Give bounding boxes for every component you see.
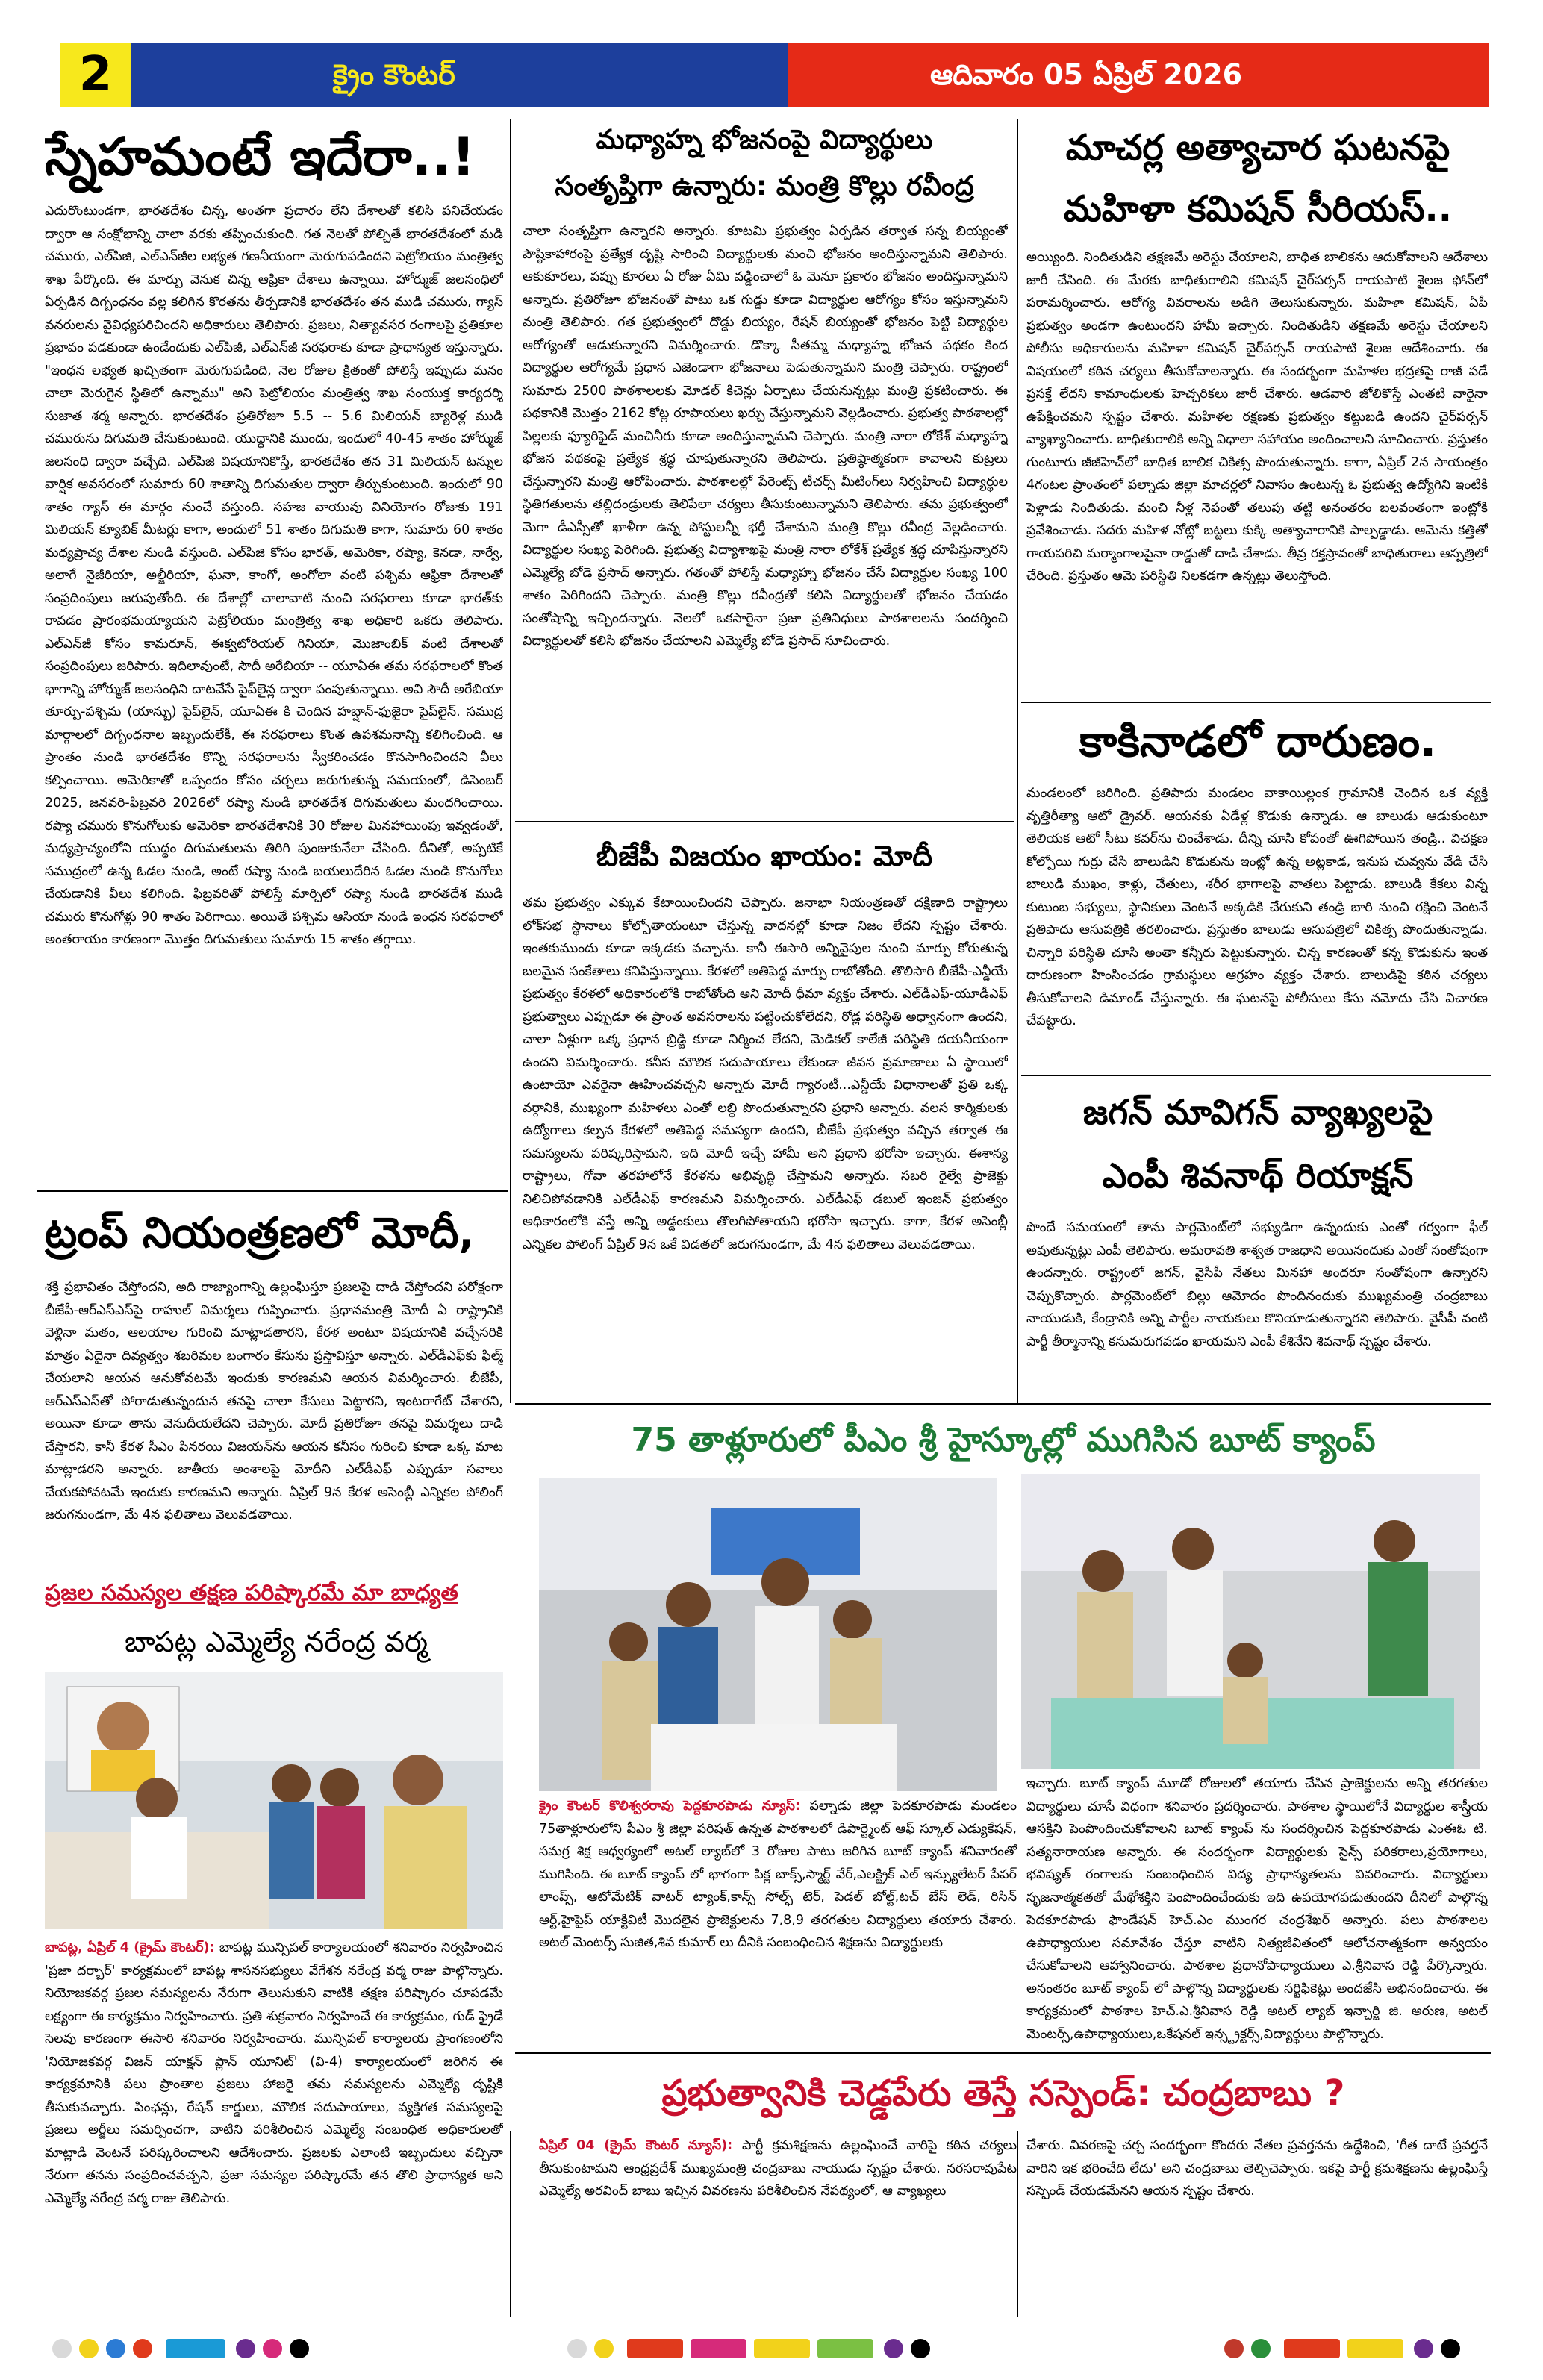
page-number-box xyxy=(60,43,131,107)
footer-color-dot xyxy=(263,2339,282,2358)
bootcamp-article-left xyxy=(539,1795,1017,2049)
photo-illustration xyxy=(45,1672,503,1929)
footer-color-bar xyxy=(1347,2339,1403,2358)
kakinada-headline: కాకినాడలో దారుణం. xyxy=(1079,716,1437,766)
footer-color-dot xyxy=(236,2339,255,2358)
header-title-band xyxy=(131,43,788,107)
trump-article-body: శక్తి ప్రభావితం చేస్తోందని, అది రాజ్యాంగాన్ని ఉల్లంఘిస్తూ ప్రజలపై దాడి చేస్తోందని పరోక్షంగా బీజేపీ-ఆర్‌ఎస్‌ఎస్‌పై రాహుల్ విమర్శలు గుప్పించారు. ప్రధానమంత్రి మోదీ ఏ రాష్ట్రానికి వెళ్లినా మతం, ఆలయాల గురించి మాట్లాడతారని, కేరళ అంటూ విషయానికి వచ్చేసరికి మాత్రం ఏదైనా దివ్యత్వం శబరిమల బంగారం కేసును ప్రస్తావిస్తూ అన్నారు. ఎల్‌డీఎఫ్‌కు ఫిల్మ్ చేయలాని ఆయన ఆనుకోవటమే ఇందుకు కారణమని ఆయన విమర్శించారు. బీజేపీ, ఆర్‌ఎస్‌ఎస్‌తో పోరాడుతున్నందున తనపై చాలా కేసులు పెట్టారని, ఇంటరాగేట్ చేశారని, అయినా కూడా తాను వెనుదీయలేదని చెప్పారు. మోదీ ప్రతిరోజూ తనపై విమర్శలు దాడి చేస్తారని, కానీ కేరళ సీఎం పినరయి విజయన్‌ను ఆయన కనీసం గురించి కూడా ఒక్క మాట మాట్లాడరని అన్నారు. జాతీయ అంశాలపై మోదీని ఎల్‌డీఎఫ్ ఎప్పుడూ సవాలు చేయకపోవటమే ఇందుకు కారణమని అన్నారు. ఏప్రిల్ 9న కేరళ అసెంబ్లీ ఎన్నికల పోలింగ్ జరుగనుండగా, మే 4న ఫలితాలు వెలువడతాయి. xyxy=(45,1280,503,1522)
bapatla-subhead: బాపట్ల ఎమ్మెల్యే నరేంద్ర వర్మ xyxy=(125,1625,428,1658)
footer-color-bar xyxy=(691,2339,746,2358)
footer-color-dot xyxy=(1224,2339,1244,2358)
bapatla-body-text: బాపట్ల మున్సిపల్ కార్యాలయంలో శనివారం నిర్వహించిన 'ప్రజా దర్బార్' కార్యక్రమంలో బాపట్ల శాసనసభ్యులు వేగేశన నరేంద్ర వర్మ రాజు పాల్గొన్నారు. నియోజకవర్గ ప్రజల సమస్యలను నేరుగా తెలుసుకుని వాటికి తక్షణ పరిష్కారం చూపడమే లక్ష్యంగా ఈ కార్యక్రమం నిర్వహించారు. ప్రతి శుక్రవారం నిర్వహించే ఈ కార్యక్రమం, గుడ్ ఫ్రైడే సెలవు కారణంగా ఈసారి శనివారం నిర్వహించారు. మున్సిపల్ కార్యాలయ ప్రాంగణంలోని 'నియోజకవర్గ విజన్ యాక్షన్ ప్లాన్ యూనిట్' (వి-4) కార్యాలయంలో జరిగిన ఈ కార్యక్రమానికి పలు ప్రాంతాల ప్రజలు హాజరై తమ సమస్యలను ఎమ్మెల్యే దృష్టికి తీసుకువచ్చారు. పింఛన్లు, రేషన్ కార్డులు, మౌలిక సదుపాయాలు, వ్యక్తిగత సమస్యలపై ప్రజలు అర్జీలు సమర్పించగా, వాటిని పరిశీలించిన ఎమ్మెల్యే సంబంధిత అధికారులతో మాట్లాడి వెంటనే పరిష్కరించాలని ఆదేశించారు. ప్రజలకు ఎలాంటి ఇబ్బందులు వచ్చినా నేరుగా తనను సంప్రదించవచ్చని, ప్రజా సమస్యల పరిష్కారమే తన తొలి ప్రాధాన్యత అని ఎమ్మెల్యే నరేంద్ర వర్మ రాజు తెలిపారు. xyxy=(45,1940,503,2206)
footer-color-bar xyxy=(166,2339,225,2358)
horizontal-rule xyxy=(1021,702,1491,703)
jagan-headline-line1: జగన్ మావిగన్ వ్యాఖ్యలపై xyxy=(1082,1092,1433,1132)
footer-color-bar xyxy=(754,2339,810,2358)
footer-color-dot xyxy=(133,2339,152,2358)
footer-color-dot xyxy=(1414,2339,1433,2358)
bootcamp-article-right: ఇచ్చారు. బూట్ క్యాంప్ మూడో రోజులలో తయారు చేసిన ప్రాజెక్టులను అన్ని తరగతుల విద్యార్థులు చూసే విధంగా శనివారం ప్రదర్శించారు. పాఠశాల స్థాయిలోనే విద్యార్థుల శాస్త్రీయ ఆసక్తిని పెంపొందించుకోవాలని బూట్ క్యాంప్ ను సందర్శించిన పెద్దకూరపాడు ఎంఈఓ టి. సత్యనారాయణ అన్నారు. ఈ సందర్భంగా విద్యార్థులకు సైన్స్ పరికరాలు,ప్రయోగాలు, భవిష్యత్ రంగాలకు సంబంధించిన విద్య ప్రాధాన్యతలను వివరించారు. విద్యార్థులు సృజనాత్మకతతో మేథోశక్తిని పెంపొందించేందుకు ఇది ఉపయోగపడుతుందని దీనిలో పాల్గొన్న పెదకూరపాడు ఫౌండేషన్ హెచ్.ఎం ముంగర చంద్రశేఖర్ అన్నారు. పలు పాఠశాలల ఉపాధ్యాయుల సమావేశం చేస్తూ వాటిని నిత్యజీవితంలో ఆలోచనాత్మకంగా అన్వయం చేసుకోవాలని ఆహ్వానించారు. పాఠశాల ప్రధానోపాధ్యాయులు ఎ.శ్రీనివాస రెడ్డి పేర్కొన్నారు. అనంతరం బూట్ క్యాంప్ లో పాల్గొన్న విద్యార్థులకు సర్టిఫికెట్లు అందజేసి అభినందించారు. ఈ కార్యక్రమంలో పాఠశాల హెచ్.ఎ.శ్రీనివాస రెడ్డి అటల్ ల్యాబ్ ఇన్చార్జి జి. అరుణ, అటల్ మెంటర్స్,ఉపాధ్యాయులు,ఒకేషనల్ ఇన్స్ట్రక్టర్స్,విద్యార్థులు పాల్గొన్నారు. xyxy=(1026,1776,1488,2042)
photo-illustration xyxy=(539,1478,997,1791)
footer-color-dot xyxy=(1441,2339,1460,2358)
bjp-article-body: తమ ప్రభుత్వం ఎక్కువ కేటాయించిందని చెప్పారు. జనాభా నియంత్రణతో దక్షిణాది రాష్ట్రాలు లోక్‌సభ స్థానాలు కోల్పోతాయంటూ చేస్తున్న వాదనల్లో కూడా నిజం లేదని స్పష్టం చేశారు. ఇంతకుముందు కూడా ఇక్కడకు వచ్చాను. కానీ ఈసారి అన్నివైపుల నుంచి మార్పు కోరుతున్న బలమైన సంకేతాలు కనిపిస్తున్నాయి. కేరళలో అతిపెద్ద మార్పు రాబోతోంది. తొలిసారి బీజేపీ-ఎన్డీయే ప్రభుత్వం కేరళలో అధికారంలోకి రాబోతోంది అని మోదీ ధీమా వ్యక్తం చేశారు. ఎల్‌డీఎఫ్-యూడీఎఫ్ ప్రభుత్వాలు ఎప్పుడూ ఈ ప్రాంత అవసరాలను పట్టించుకోలేదని, రోడ్ల పరిస్థితి అధ్వానంగా ఉందని, చాలా ఏళ్లుగా ఒక్క ప్రధాన బ్రిడ్జి కూడా నిర్మించ లేదని, మెడికల్ కాలేజీ పరిస్థితి దయనీయంగా ఉందని విమర్శించారు. కనీస మౌలిక సదుపాయాలు లేకుండా జీవన ప్రమాణాలు ఏ స్థాయిలో ఉంటాయో ఎవరైనా ఊహించవచ్చని అన్నారు మోదీ గ్యారంటీ...ఎన్డీయే విధానాలతో ప్రతి ఒక్క వర్గానికి, ముఖ్యంగా మహిళలు ఎంతో లబ్ధి పొందుతున్నారని ప్రధాని అన్నారు. వలస కార్మికులకు ఉద్యోగాలు కల్పన కేరళలో అతిపెద్ద సమస్యగా ఉందని, బీజేపీ ప్రభుత్వం వచ్చిన తర్వాత ఈ సమస్యలను పరిష్కరిస్తామని, ఇది మోదీ ఇచ్చే హామీ అని ప్రధాని భరోసా ఇచ్చారు. ఈశాన్య రాష్ట్రాలు, గోవా తరహాలోనే కేరళను అభివృద్ధి చేస్తామని అన్నారు. సబరి రైల్వే ప్రాజెక్టు నిలిచిపోవడానికి ఎల్‌డీఎఫ్ కారణమని విమర్శించారు. ఎల్‌డీఎఫ్ డబుల్ ఇంజన్ ప్రభుత్వం అధికారంలోకి వస్తే అన్ని అడ్డంకులు తొలగిపోతాయని భరోసా ఇచ్చారు. కాగా, కేరళ అసెంబ్లీ ఎన్నికల పోలింగ్ ఏప్రిల్ 9న ఒకే విడతలో జరుగనుండగా, మే 4న ఫలితాలు వెలువడతాయి. xyxy=(523,896,1008,1252)
footer-color-bar xyxy=(817,2339,873,2358)
bapatla-dateline: బాపట్ల, ఏప్రిల్ 4 (క్రైమ్ కౌంటర్): xyxy=(45,1940,219,1955)
header-date-band xyxy=(788,43,1489,107)
midday-headline-line1: మధ్యాహ్న భోజనంపై విద్యార్థులు xyxy=(596,125,933,155)
photo-illustration xyxy=(1021,1474,1480,1769)
paper-name: క్రైం కౌంటర్ xyxy=(333,58,455,91)
bjp-headline: బీజేపీ విజయం ఖాయం: మోదీ xyxy=(596,840,933,872)
column-rule xyxy=(510,119,511,1403)
macherla-headline-line1: మాచర్ల అత్యాచార ఘటనపై xyxy=(1065,127,1450,169)
column-rule xyxy=(510,2131,511,2317)
footer-color-dot xyxy=(79,2339,99,2358)
bootcamp-headline: 75 తాళ్లూరులో పీఎం శ్రీ హైస్కూల్లో ముగిసిన బూట్ క్యాంప్ xyxy=(631,1421,1376,1459)
horizontal-rule xyxy=(1021,1075,1491,1076)
footer-color-dot xyxy=(567,2339,587,2358)
cbn-article-right: చేశారు. వివరణపై చర్చ సందర్భంగా కొందరు నేతల ప్రవర్తనను ఉద్దేశించి, 'గీత దాటే ప్రవర్తనే వారిని ఇక భరించేది లేదు' అని చంద్రబాబు తెల్చిచెప్పారు. ఇకపై పార్టీ క్రమశిక్షణను ఉల్లంఘిస్తే సస్పెండ్ చేయడమేనని ఆయన స్పష్టం చేశారు. xyxy=(1026,2138,1488,2199)
horizontal-rule xyxy=(37,1190,508,1192)
bapatla-headline: ప్రజల సమస్యల తక్షణ పరిష్కారమే మా బాధ్యత xyxy=(45,1580,458,1606)
jagan-headline-line2: ఎంపీ శివనాథ్ రియాక్షన్ xyxy=(1102,1155,1414,1196)
footer-color-dot xyxy=(884,2339,903,2358)
cbn-dateline: ఏప్రిల్ 04 (క్రైమ్ కౌంటర్ న్యూస్): xyxy=(539,2138,742,2153)
issue-date: ఆదివారం 05 ఏప్రిల్ 2026 xyxy=(930,58,1243,91)
footer-color-dot xyxy=(106,2339,125,2358)
footer-color-dot xyxy=(594,2339,614,2358)
bootcamp-dateline: క్రైం కౌంటర్ కొలిశ్వరరావు పెద్దకూరపాడు న్యూస్: xyxy=(539,1799,810,1814)
bapatla-article-body xyxy=(45,1937,503,2310)
footer-color-bar xyxy=(1284,2339,1340,2358)
column-rule xyxy=(1017,2131,1018,2317)
kakinada-article-body: మండలంలో జరిగింది. ప్రతిపాదు మండలం వాకాయిల్లంక గ్రామానికి చెందిన ఒక వ్యక్తి వృత్తిరీత్యా ఆటో డ్రైవర్. ఆయనకు ఏడేళ్ల కొడుకు ఉన్నాడు. ఆ బాలుడు ఆడుకుంటూ తెలియక ఆటో సీటు కవర్‌ను చించేశాడు. దీన్ని చూసి కోపంతో ఊగిపోయిన తండ్రి.. విచక్షణ కోల్పోయి గుర్రు చేసి బాలుడిని కొడుకును ఇంట్లో ఉన్న అట్లకాడ, ఇనుప చువ్వను వేడి చేసి బాలుడి ముఖం, కాళ్లు, చేతులు, శరీర భాగాలపై వాతలు పెట్టాడు. బాలుడి కేకలు విన్న కుటుంబ సభ్యులు, స్థానికులు వెంటనే అక్కడికి చేరుకుని తండ్రి బారి నుంచి రక్షించి వెంటనే ప్రతిపాదు ఆసుపత్రికి తరలించారు. ప్రస్తుతం బాలుడు ఆసుపత్రిలో చికిత్స పొందుతున్నాడు. చిన్నారి పరిస్థితి చూసి అంతా కన్నీరు పెట్టుకున్నారు. చిన్న కారణంతో కన్న కొడుకును ఇంత దారుణంగా హింసించడం గ్రామస్థులు ఆగ్రహం వ్యక్తం చేశారు. బాలుడిపై కఠిన చర్యలు తీసుకోవాలని డిమాండ్ చేస్తున్నారు. ఈ ఘటనపై పోలీసులు కేసు నమోదు చేసి విచారణ చేపట్టారు. xyxy=(1026,786,1488,1028)
horizontal-rule xyxy=(515,821,1014,822)
cbn-article-left xyxy=(539,2134,1017,2317)
column-rule xyxy=(1017,119,1018,1403)
midday-article-body: చాలా సంతృప్తిగా ఉన్నారని అన్నారు. కూటమి ప్రభుత్వం ఏర్పడిన తర్వాత సన్న బియ్యంతో పౌష్ఠికాహారంపై ప్రత్యేక దృష్టి సారించి విద్యార్థులకు మంచి భోజనం అందిస్తున్నామని తెలిపారు. ఆకుకూరలు, పప్పు కూరలు ఏ రోజు ఏమి వడ్డించాలో ఓ మెనూ ప్రకారం భోజనం అందిస్తున్నామని అన్నారు. ప్రతిరోజూ భోజనంతో పాటు ఒక గుడ్డు కూడా విద్యార్థుల ఆరోగ్యం కోసం ఇస్తున్నామని మంత్రి తెలిపారు. గత ప్రభుత్వంలో దొడ్డు బియ్యం, రేషన్ బియ్యంతో భోజనం పెట్టి విద్యార్థుల ఆరోగ్యంతో ఆడుకున్నారని విమర్శించారు. డొక్కా సీతమ్మ మధ్యాహ్న భోజన పథకం కింద విద్యార్థుల ఆరోగ్యమే ప్రధాన ఎజెండాగా భోజనాలు పెడుతున్నామని మంత్రి చెప్పారు. రాష్ట్రంలో సుమారు 2500 పాఠశాలలకు మోడల్ కిచెన్లు ఏర్పాటు చేయనున్నట్లు మంత్రి ప్రకటించారు. ఈ పథకానికి మొత్తం 2162 కోట్ల రూపాయలు ఖర్చు చేస్తున్నామని వెల్లడించారు. ప్రభుత్వ పాఠశాలల్లో పిల్లలకు ఫ్యూరిఫైడ్ మంచినీరు కూడా అందిస్తున్నామని చెప్పారు. మంత్రి నారా లోకేశ్ మధ్యాహ్న భోజన పథకంపై ప్రత్యేక శ్రద్ధ చూపుతున్నారని తెలిపారు. ప్రతిష్ఠాత్మకంగా కావాలని కుట్రలు చేస్తున్నారని మంత్రి ఆరోపించారు. పాఠశాలల్లో పేరెంట్స్ టీచర్స్ మీటింగ్‌లు నిర్వహించి విద్యార్థుల స్థితిగతులను తల్లిదండ్రులకు తెలిపేలా చర్యలు తీసుకుంటున్నామని తెలిపారు. తమ ప్రభుత్వంలో మెగా డీఎస్సీతో ఖాళీగా ఉన్న పోస్టులన్నీ భర్తీ చేశామని మంత్రి కొల్లు రవీంద్ర వెల్లడించారు. విద్యార్థుల సంఖ్య పెరిగింది. ప్రభుత్వ విద్యాశాఖపై మంత్రి నారా లోకేశ్ ప్రత్యేక శ్రద్ధ చూపిస్తున్నారని ఎమ్మెల్యే బోడె ప్రసాద్ అన్నారు. గతంతో పోలిస్తే మధ్యాహ్న భోజనం చేసే విద్యార్థుల సంఖ్య 100 శాతం పెరిగిందని చెప్పారు. మంత్రి కొల్లు రవీంద్రతో కలిసి విద్యార్థులతో భోజనం చేయడం సంతోషాన్ని ఇచ్చిందన్నారు. నెలలో ఒకసారైనా ప్రజా ప్రతినిధులు పాఠశాలలను సందర్శించి విద్యార్థులతో కలిసి భోజనం చేయాలని ఎమ్మెల్యే బోడె ప్రసాద్ సూచించారు. xyxy=(523,224,1008,649)
trump-headline: ట్రంప్ నియంత్రణలో మోదీ, xyxy=(45,1209,475,1258)
bootcamp-photo-1 xyxy=(539,1478,997,1791)
horizontal-rule xyxy=(515,1403,1491,1405)
footer-color-dot xyxy=(911,2339,930,2358)
macherla-headline-line2: మహిళా కమిషన్ సీరియస్.. xyxy=(1063,188,1453,230)
midday-headline-line2: సంతృప్తిగా ఉన్నారు: మంత్రి కొల్లు రవీంద్ర xyxy=(555,171,974,202)
page-number: 2 xyxy=(78,47,113,102)
bapatla-mla-photo xyxy=(45,1672,503,1929)
footer-color-dot xyxy=(52,2339,72,2358)
jagan-article-body: పొందే సమయంలో తాను పార్లమెంట్‌లో సభ్యుడిగా ఉన్నందుకు ఎంతో గర్వంగా ఫీల్ అవుతున్నట్లు ఎంపీ తెలిపారు. అమరావతి శాశ్వత రాజధాని అయినందుకు ఎంతో సంతోషంగా ఉందన్నారు. రాష్ట్రంలో జగన్, వైసీపీ నేతలు మినహా అందరూ సంతోషంగా ఉన్నారని చెప్పుకొచ్చారు. పార్లమెంట్‌లో బిల్లు ఆమోదం పొందినందుకు ముఖ్యమంత్రి చంద్రబాబు నాయుడుకి, కేంద్రానికి అన్ని పార్టీల నాయకులు కొనియాడుతున్నారని తెలిపారు. వైసీపీ వంటి పార్టీ తీర్మానాన్ని కనుమరుగవడం ఖాయమని ఎంపీ కేశినేని శివనాథ్ స్పష్టం చేశారు. xyxy=(1026,1220,1488,1349)
bootcamp-photo-2 xyxy=(1021,1474,1480,1769)
sneham-article-body: ఎదురొంటుండగా, భారతదేశం చిన్న, అంతగా ప్రచారం లేని దేశాలతో కలిసి పనిచేయడం ద్వారా ఆ సంక్షోభాన్ని చాలా వరకు తప్పించుకుంది. గత నెలతో పోల్చితే భారతదేశంలో మడి చమురు, ఎల్‌పిజి, ఎల్‌ఎన్‌జీల లభ్యత గణనీయంగా మెరుగుపడిందని పెట్రోలియం మంత్రిత్వ శాఖ పేర్కొంది. ఈ మార్పు వెనుక చిన్న ఆఫ్రికా దేశాలు ఉన్నాయి. హోర్ముజ్ జలసంధిలో ఏర్పడిన దిగ్బంధనం వల్ల కలిగిన కొరతను తీర్చడానికి భారతదేశం తన ముడి చమురు, గ్యాస్ వనరులను వైవిధ్యపరిచిందని అధికారులు తెలిపారు. ప్రజలు, నిత్యావసర రంగాలపై ప్రతికూల ప్రభావం పడకుండా ఉండేందుకు ఎల్‌పిజీ, ఎల్‌ఎన్‌జీ సరఫరాకు కూడా ప్రాధాన్యత ఇస్తున్నారు. "ఇంధన లభ్యత ఖచ్చితంగా మెరుగుపడింది, నెల రోజుల క్రితంతో పోలిస్తే ఇప్పుడు మనం చాలా మెరుగైన స్థితిలో ఉన్నాము" అని పెట్రోలియం మంత్రిత్వ శాఖ సంయుక్త కార్యదర్శి సుజాత శర్మ అన్నారు. భారతదేశం ప్రతిరోజూ 5.5 -- 5.6 మిలియన్ బ్యారెళ్ల ముడి చమురును దిగుమతి చేసుకుంటుంది. యుద్ధానికి ముందు, ఇందులో 40-45 శాతం హోర్ముజ్ జలసంధి ద్వారా వచ్చేది. ఎల్‌పిజి విషయానికొస్తే, భారతదేశం తన 31 మిలియన్ టన్నుల వార్షిక అవసరంలో సుమారు 60 శాతాన్ని దిగుమతుల ద్వారా తీర్చుకుంటుంది. ఇందులో 90 శాతం గ్యాస్ ఈ మార్గం నుంచే వస్తుంది. సహజ వాయువు వినియోగం రోజుకు 191 మిలియన్ క్యూబిక్ మీటర్లు కాగా, అందులో 51 శాతం దిగుమతి కాగా, సుమారు 60 శాతం మధ్యప్రాచ్య దేశాల నుండి వస్తుంది. ఎల్‌పిజి కోసం భారత్, అమెరికా, రష్యా, కెనడా, నార్వే, అలాగే నైజీరియా, అల్జీరియా, ఘనా, కాంగో, అంగోలా వంటి పశ్చిమ ఆఫ్రికా దేశాలతో సంప్రదింపులు జరుపుతోంది. ఈ దేశాల్లో చాలావాటి నుంచి సరఫరాలు కూడా భారత్‌కు రావడం ప్రారంభమయ్యాయని పెట్రోలియం మంత్రిత్వ శాఖ అధికారి ఒకరు తెలిపారు. ఎల్‌ఎన్‌జీ కోసం కామరూన్, ఈక్వటోరియల్ గినియా, మొజాంబిక్ వంటి దేశాలతో సంప్రదింపులు జరిపారు. ఇదిలావుంటే, సౌదీ అరేబియా -- యూఏఈ తమ సరఫరాలలో కొంత భాగాన్ని హోర్ముజ్ జలసంధిని దాటవేసే పైప్‌లైన్ల ద్వారా పంపుతున్నాయి. అవి సౌదీ అరేబియా తూర్పు-పశ్చిమ (యాన్బు) పైప్‌లైన్, యూఏఈ కి చెందిన హబ్షాన్-ఫుజైరా పైప్‌లైన్. సముద్ర మార్గాలలో దిగ్బంధనాల ఇబ్బందులేకీ, ఈ సరఫరాలు కొంత ఉపశమనాన్ని కలిగించింది. ఆ ప్రాంతం నుండి భారతదేశం కొన్ని సరఫరాలను స్వీకరించడం కొనసాగించిందని వీలు కల్పించాయి. అమెరికాతో ఒప్పందం కోసం చర్చలు జరుగుతున్న సమయంలో, డిసెంబర్ 2025, జనవరి-ఫిబ్రవరి 2026లో రష్యా నుండి భారతదేశ దిగుమతులు మందగించాయి. రష్యా చమురు కొనుగోలుకు అమెరికా భారతదేశానికి 30 రోజుల మినహాయింపు ఇవ్వడంతో, మధ్యప్రాచ్యంలోని యుద్ధం దిగుమతులను తిరిగి పుంజుకునేలా చేసింది. దీనితో, అప్పటికే సముద్రంలో ఉన్న ఓడల నుండి, అంటే రష్యా నుండి బయలుదేరిన ఓడల నుండి కొనుగోలు చేయడానికి వీలు కలిగింది. ఫిబ్రవరితో పోలిస్తే మార్చిలో రష్యా నుండి భారతదేశ ముడి చమురు కొనుగోళ్లు 90 శాతం పెరిగాయి. అయితే పశ్చిమ ఆసియా నుండి ఇంధన సరఫరాలో అంతరాయం కారణంగా మొత్తం దిగుమతులు సుమారు 15 శాతం తగ్గాయి. xyxy=(45,204,503,947)
bootcamp-body-left-text: పల్నాడు జిల్లా పెదకూరపాడు మండలం 75తాళ్లూరులోని పీఎం శ్రీ జిల్లా పరిషత్ ఉన్నత పాఠశాలలో డిపార్ట్మెంట్ ఆఫ్ స్కూల్ ఎడ్యుకేషన్, సమగ్ర శిక్ష ఆధ్వర్యంలో అటల్ ల్యాబ్‌లో 3 రోజుల పాటు జరిగిన బూట్ క్యాంప్ శనివారంతో ముగిసింది. ఈ బూట్ క్యాంప్ లో భాగంగా పిక్ల బాక్స్,స్మార్ట్ వేర్,ఎలక్ట్రిక్ ఎల్ ఇన్స్యులేటర్ పేపర్ లాంప్స్, ఆటోమేటిక్ వాటర్ ట్యాంక్,కాన్స్ సోల్ఫ్ టెర్, పెడల్ బోల్ట్,టచ్ బేస్ లెడ్, రిసిన్ ఆర్ట్,హైపైప్ యాక్టివిటీ మొదలైన ప్రాజెక్టులను 7,8,9 తరగతుల విద్యార్థులు తయారు చేశారు. అటల్ మెంటర్స్ సుజిత,శివ కుమార్ లు దీనికి సంబంధించిన శిక్షణను విద్యార్థులకు xyxy=(539,1799,1017,1950)
footer-color-bar xyxy=(627,2339,683,2358)
footer-color-strip xyxy=(0,2336,1543,2366)
footer-color-dot xyxy=(290,2339,309,2358)
macherla-article-body: అయ్యింది. నిందితుడిని తక్షణమే అరెస్టు చేయాలని, బాధిత బాలికను ఆదుకోవాలని ఆదేశాలు జారీ చేసింది. ఈ మేరకు బాధితురాలిని కమిషన్ చైర్‌పర్సన్ రాయపాటి శైలజ ఫోన్‌లో పరామర్శించారు. ఆరోగ్య వివరాలను అడిగి తెలుసుకున్నారు. మహిళా కమిషన్, ఏపీ ప్రభుత్వం అండగా ఉంటుందని హామీ ఇచ్చారు. నిందితుడిని తక్షణమే అరెస్టు చేయాలని పోలీసు అధికారులను మహిళా కమిషన్ చైర్‌పర్సన్ రాయపాటి శైలజ ఆదేశించారు. ఈ విషయంలో కఠిన చర్యలు తీసుకోవాలన్నారు. ఈ సందర్భంగా మహిళల భద్రతపై రాజీ పడే ప్రసక్తే లేదని కామాంధులకు హెచ్చరికలు జారీ చేశారు. ఆడవారి జోలికొస్తే ఎంతటి వారైనా ఉపేక్షించమని స్పష్టం చేశారు. మహిళల రక్షణకు ప్రభుత్వం కట్టుబడి ఉందని చైర్‌పర్సన్ వ్యాఖ్యానించారు. బాధితురాలికి అన్ని విధాలా సహాయం అందించాలని సూచించారు. ప్రస్తుతం గుంటూరు జీజీహెచ్‌లో బాధిత బాలిక చికిత్స పొందుతున్నారు. కాగా, ఏప్రిల్ 2న సాయంత్రం 4గంటల ప్రాంతంలో పల్నాడు జిల్లా మాచర్లలో నివాసం ఉంటున్న ఓ ప్రభుత్వ ఉద్యోగిని ఇంటికి పెళ్లాడు నిందితుడు. మంచి నీళ్ల నెపంతో తలుపు తట్టి అనంతరం బలవంతంగా ఇంట్లోకి ప్రవేశించాడు. సదరు మహిళ నోట్లో బట్టలు కుక్కి అత్యాచారానికి పాల్పడ్డాడు. ఆమెను కత్తితో గాయపరిచి మర్మాంగాలపైనా రాడ్డుతో దాడి చేశాడు. తీవ్ర రక్తస్రావంతో బాధితురాలు ఆస్పత్రిలో చేరింది. ప్రస్తుతం ఆమె పరిస్థితి నిలకడగా ఉన్నట్లు తెలుస్తోంది. xyxy=(1026,250,1488,584)
horizontal-rule xyxy=(515,2052,1491,2054)
sneham-headline: స్నేహమంటే ఇదేరా..! xyxy=(45,126,476,187)
cbn-headline: ప్రభుత్వానికి చెడ్డపేరు తెస్తే సస్పెండ్: చంద్రబాబు ? xyxy=(661,2073,1345,2114)
cbn-body-left-text: పార్టీ క్రమశిక్షణను ఉల్లంఘించే వారిపై కఠిన చర్యలు తీసుకుంటామని ఆంధ్రప్రదేశ్ ముఖ్యమంత్రి చంద్రబాబు నాయుడు స్పష్టం చేశారు. నరసరావుపేట ఎమ్మెల్యే అరవింద్ బాబు ఇచ్చిన వివరణను పరిశీలించిన నేపథ్యంలో, ఆ వ్యాఖ్యలు xyxy=(539,2138,1017,2199)
footer-color-dot xyxy=(1251,2339,1271,2358)
